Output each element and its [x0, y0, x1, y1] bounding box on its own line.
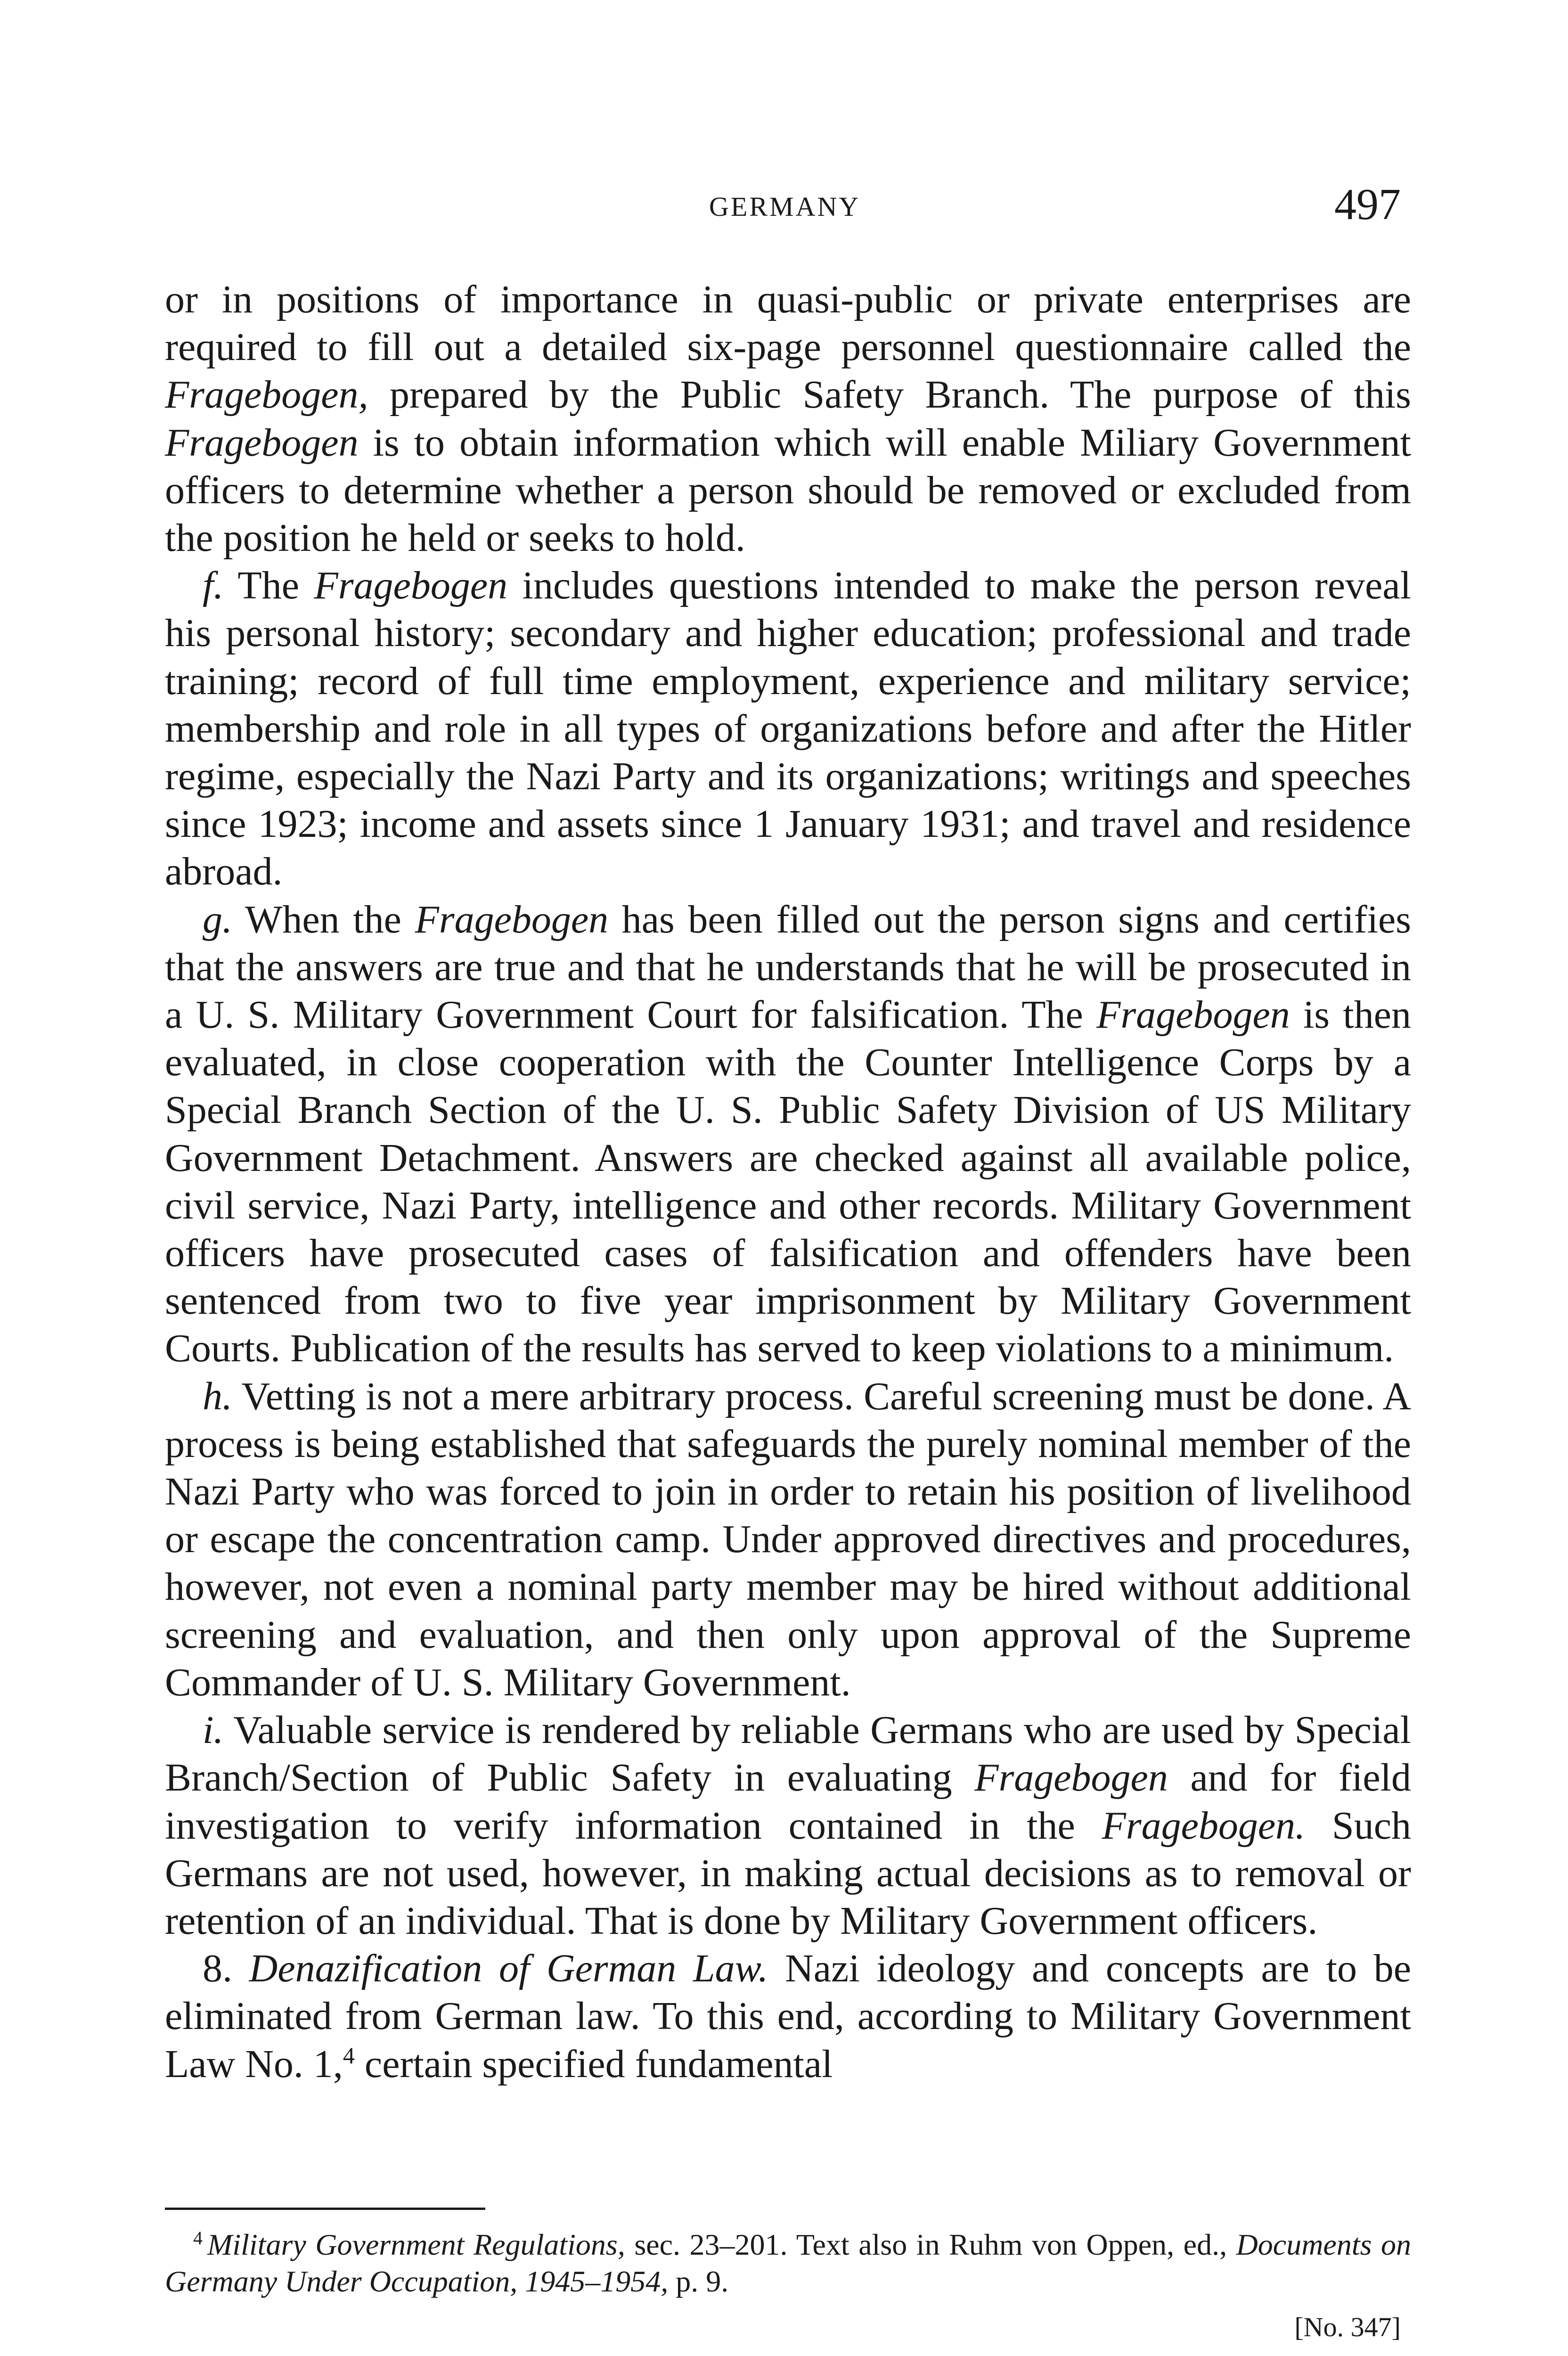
- document-number: [No. 347]: [1294, 2312, 1401, 2342]
- paragraph-g: g. When the Fragebogen has been filled out the person signs and certifies that the answers are true and that he understands that he will be prosecuted in a U. S. Military Government Court for falsification. The Fragebogen is then evaluated, in close cooperation with the Counter Intelligence Corps by a Special Branch Section of the U. S. Public Safety Division of US Military Government Detachment. Answers are checked against all available police, civil service, Nazi Party, intelligence and other records. Military Government officers have prosecuted cases of falsification and offenders have been sentenced from two to five year imprisonment by Military Government Courts. Publication of the results has served to keep violations to a minimum.: [165, 897, 1411, 1371]
- paragraph-f: f. The Fragebogen includes questions intended to make the person reveal his personal history; secondary and higher education; professional and trade training; record of full time employment, experience and military service; membership and role in all types of organizations before and after the Hitler regime, especially the Nazi Party and its organizations; writings and speeches since 1923; income and assets since 1 January 1931; and travel and residence abroad.: [165, 564, 1412, 894]
- paragraph-8: 8. Denazification of German Law. Nazi ideology and concepts are to be eliminated from German law. To this end, according to Military Government Law No. 1,$^4$ certain specified fundamental: [165, 1947, 1411, 2086]
- paragraph-continuation: or in positions of importance in quasi-public or private enterprises are required to fill out a detailed six-page personnel questionnaire called the Fragebogen, prepared by the Public Safety Branch. The purpose of this Fragebogen is to obtain information which will enable Miliary Government officers to determine whether a person should be removed or excluded from the position he held or seeks to hold.: [165, 278, 1411, 560]
- paragraph-h: h. Vetting is not a mere arbitrary process. Careful screening must be done. A process is being established that safeguards the purely nominal member of the Nazi Party who was forced to join in order to retain his position of livelihood or escape the concentration camp. Under approved directives and procedures, however, not even a nominal party member may be hired without additional screening and evaluation, and then only upon approval of the Supreme Commander of U. S. Military Government.: [165, 1374, 1411, 1704]
- running-header: GERMANY: [709, 191, 861, 222]
- footnote: $^4$ Military Government Regulations, sec. 23–201. Text also in Ruhm von Oppen, ed., Documents on Germany Under Occupation, 1945–1954, p. 9.: [165, 2227, 1412, 2298]
- body-text: [165, 276, 1411, 2088]
- footnote-reference: 4: [343, 2042, 355, 2069]
- footnote-mark: 4: [193, 2227, 203, 2249]
- footnote-divider: [165, 2208, 485, 2210]
- page-number: 497: [1334, 180, 1401, 229]
- paragraph-i: i. Valuable service is rendered by reliable Germans who are used by Special Branch/Section of Public Safety in evaluating Fragebogen and for field investigation to verify information contained in the Fragebogen. Such Germans are not used, however, in making actual decisions as to removal or retention of an individual. That is done by Military Government officers.: [165, 1708, 1411, 1943]
